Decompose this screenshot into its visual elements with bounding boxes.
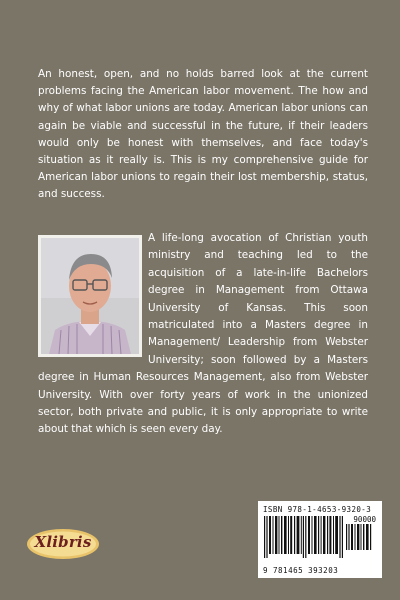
ean-barcode-bars	[264, 516, 344, 558]
price-barcode-bars	[346, 524, 374, 550]
barcode-number: 9 781465 393203	[263, 566, 339, 575]
isbn-barcode	[258, 501, 382, 578]
isbn-label: ISBN 978-1-4653-9320-3	[263, 505, 372, 514]
author-bio: A life-long avocation of Christian youth ministry and teaching led to the acquisition of a late-in-life Bachelors degree in Management from Ottawa University of Kansas. This soon matriculated into a Masters degree in Management/ Leadership from Webster University; soon followed by a Masters degree in Human Resources Management, also from Webster University. With over forty years of work in the unionized sector, both private and public, it is only appropriate to write about that which is seen every day.	[38, 232, 368, 436]
back-cover-blurb: An honest, open, and no holds barred look at the current problems facing the American labor movement. The how and why of what labor unions are today. American labor unions can again be viable and successful in the future, if their leaders would only be honest with themselves, and face today's situation as it really is. This is my comprehensive guide for American labor unions to regain their lost membership, status, and success.	[38, 68, 368, 201]
publisher-logo	[26, 528, 100, 560]
price-code: 90000	[353, 515, 376, 524]
author-bio-text	[38, 230, 368, 439]
publisher-logo-text: Xlibris	[34, 533, 92, 551]
